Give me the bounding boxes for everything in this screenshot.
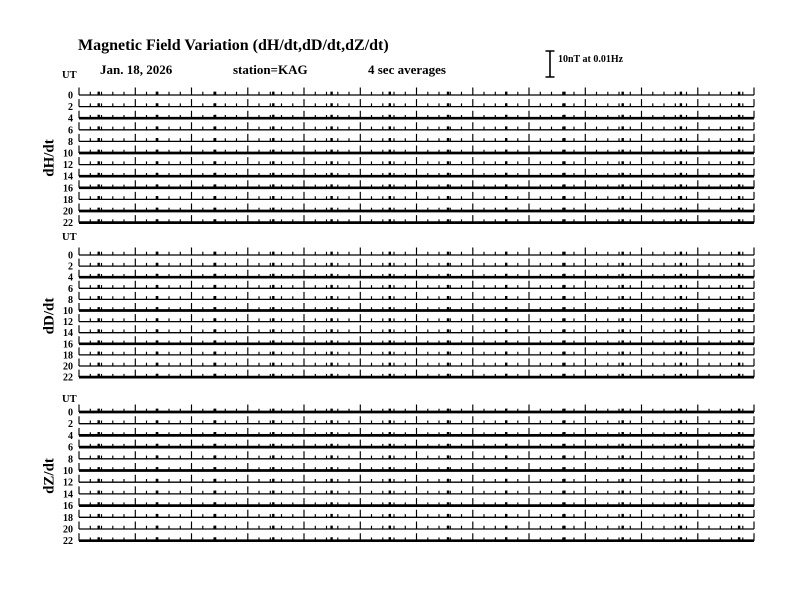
hour-label: 16 xyxy=(63,183,73,195)
time-ticks xyxy=(79,169,754,177)
time-ticks xyxy=(79,405,754,413)
time-ticks xyxy=(79,486,754,494)
hour-label: 22 xyxy=(63,536,73,548)
time-ticks xyxy=(79,281,754,289)
time-ticks xyxy=(79,416,754,424)
hour-label: 12 xyxy=(63,477,73,489)
hour-label: 0 xyxy=(68,90,73,102)
time-ticks xyxy=(79,451,754,459)
ut-axis-label-dZdt: UT xyxy=(62,394,77,405)
time-ticks xyxy=(79,248,754,256)
time-ticks xyxy=(79,122,754,130)
time-ticks xyxy=(79,440,754,448)
time-ticks xyxy=(79,336,754,344)
hour-label: 0 xyxy=(68,250,73,262)
hour-label: 2 xyxy=(68,419,73,431)
hour-label: 6 xyxy=(68,125,73,137)
hour-label: 8 xyxy=(68,136,73,148)
hour-label: 2 xyxy=(68,102,73,114)
hour-label: 22 xyxy=(63,218,73,230)
time-ticks xyxy=(79,259,754,267)
averaging-label: 4 sec averages xyxy=(368,62,446,77)
hour-label: 22 xyxy=(63,372,73,384)
time-ticks xyxy=(79,270,754,278)
time-ticks xyxy=(79,146,754,154)
ut-axis-label-dHdt: UT xyxy=(62,70,77,81)
hour-label: 20 xyxy=(63,524,73,536)
hour-label: 20 xyxy=(63,206,73,218)
hour-label: 16 xyxy=(63,339,73,351)
panel-rows-dDdt xyxy=(63,248,754,384)
hour-label: 6 xyxy=(68,283,73,295)
time-ticks xyxy=(79,314,754,322)
hour-label: 8 xyxy=(68,454,73,466)
hour-label: 18 xyxy=(63,512,73,524)
time-ticks xyxy=(79,370,754,378)
time-ticks xyxy=(79,498,754,506)
time-ticks xyxy=(79,88,754,96)
time-ticks xyxy=(79,303,754,311)
time-ticks xyxy=(79,463,754,471)
time-ticks xyxy=(79,533,754,541)
magnetogram-page: Magnetic Field Variation (dH/dt,dD/dt,dZ/dt) Jan. 18, 2026 station=KAG 4 sec averages 10nT at 0.01Hz UT UT UT dH/dt dD/dt dZ/dt 0 2 4 6 8 10 12 14 16 18 20 22 0 2 4 6 8 10 12 14 16 18 20 22 0 2 4 6 8 10 12 14 16 18 20 22 xyxy=(0,0,792,612)
amplitude-scale-label: 10nT at 0.01Hz xyxy=(558,54,624,65)
time-ticks xyxy=(79,180,754,188)
time-ticks xyxy=(79,347,754,355)
hour-label: 10 xyxy=(63,306,73,317)
hour-label: 12 xyxy=(63,317,73,329)
time-ticks xyxy=(79,475,754,483)
time-ticks xyxy=(79,292,754,300)
hour-label: 4 xyxy=(68,113,73,125)
time-ticks xyxy=(79,111,754,119)
hour-label: 16 xyxy=(63,501,73,513)
panel-rows-dZdt xyxy=(63,405,754,548)
hour-label: 10 xyxy=(63,148,73,160)
ut-axis-label-dDdt: UT xyxy=(62,232,77,243)
hour-label: 20 xyxy=(63,361,73,373)
time-ticks xyxy=(79,192,754,200)
hour-label: 14 xyxy=(63,489,73,501)
hour-label: 4 xyxy=(68,430,73,442)
chart-title: Magnetic Field Variation (dH/dt,dD/dt,dZ/dt) xyxy=(78,37,389,54)
hour-label: 18 xyxy=(63,194,73,206)
time-ticks xyxy=(79,99,754,107)
hour-label: 14 xyxy=(63,328,73,340)
date-label: Jan. 18, 2026 xyxy=(100,62,173,77)
time-ticks xyxy=(79,510,754,518)
time-ticks xyxy=(79,325,754,333)
hour-label: 18 xyxy=(63,350,73,362)
hour-label: 10 xyxy=(63,466,73,477)
time-ticks xyxy=(79,215,754,223)
time-ticks xyxy=(79,359,754,367)
time-ticks xyxy=(79,204,754,212)
time-ticks xyxy=(79,157,754,165)
time-ticks xyxy=(79,522,754,530)
time-ticks xyxy=(79,134,754,142)
hour-label: 14 xyxy=(63,171,73,183)
hour-label: 12 xyxy=(63,160,73,172)
panel-rows-dHdt xyxy=(63,88,754,230)
hour-label: 0 xyxy=(68,407,73,419)
hour-label: 8 xyxy=(68,294,73,306)
hour-label: 2 xyxy=(68,261,73,273)
hour-label: 6 xyxy=(68,442,73,454)
station-label: station=KAG xyxy=(233,62,308,77)
hour-label: 4 xyxy=(68,272,73,284)
time-ticks xyxy=(79,428,754,436)
